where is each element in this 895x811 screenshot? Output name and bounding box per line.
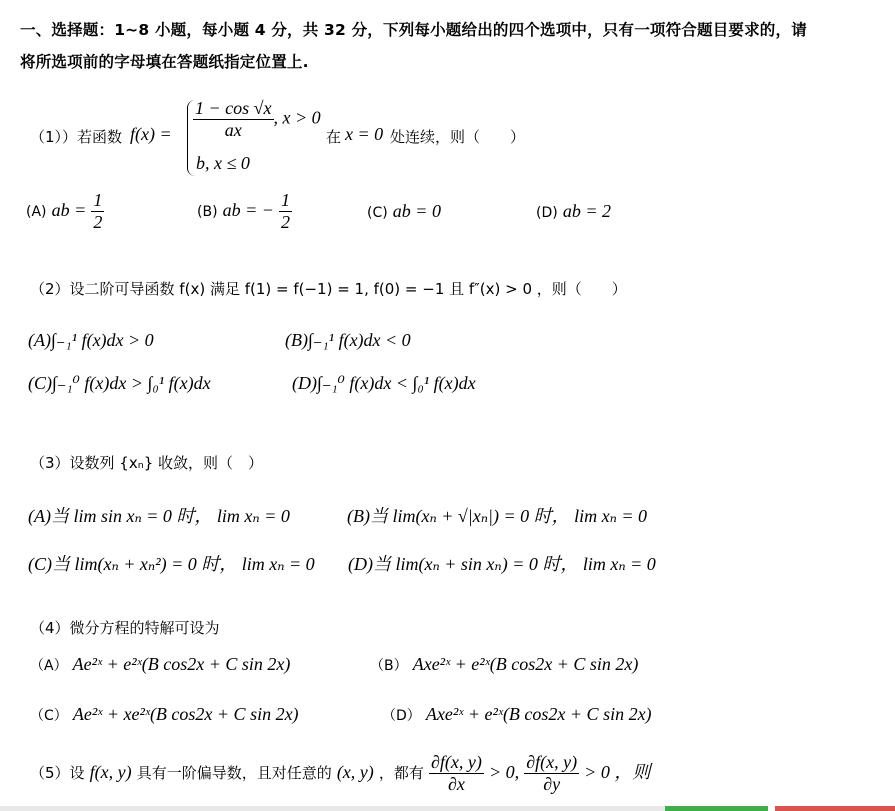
q5-function: f(x, y) [89,762,132,782]
bottom-divider [0,806,665,811]
q5-partial-x [429,752,484,795]
partial-denominator: ∂x [447,774,465,794]
option-expression: Ae²ˣ + e²ˣ(B cos2x + C sin 2x) [72,654,291,674]
option-label: (D) [536,205,558,221]
q3-option-c[interactable]: (C)当 lim(xₙ + xₙ²) = 0 时， lim xₙ = 0 [28,554,315,574]
q4-stem: （4）微分方程的特解可设为 [30,619,220,637]
q5-stem-mid: 具有一阶偏导数，且对任意的 [136,764,332,782]
option-label: (B) [197,204,218,220]
option-expression: ab = 0 [392,201,441,221]
q5-stem-mid2: ，都有 [378,764,424,782]
q1-option-c[interactable] [367,201,441,222]
option-expression: ab = [51,200,87,220]
q1-case1-numerator: 1 − cos √x [195,98,272,118]
option-label: （C） [30,708,68,724]
q3-option-b[interactable]: (B)当 lim(xₙ + √|xₙ|) = 0 时， lim xₙ = 0 [347,506,648,526]
option-numerator: 1 [93,190,103,210]
section-header-line1: 一、选择题：1~8 小题，每小题 4 分，共 32 分，下列每小题给出的四个选项中，只有一项符合题目要求的，请 [20,21,807,39]
q1-stem-post: 在 [326,128,342,146]
q1-option-b[interactable] [197,190,292,233]
q2-option-c[interactable]: (C)∫₋₁⁰ f(x)dx > ∫₀¹ f(x)dx [28,373,211,393]
q2-stem: （2）设二阶可导函数 f(x) 满足 f(1) = f(−1) = 1, f(0) = −1 且 f″(x) > 0 ，则（ ） [30,280,627,298]
q4-option-b[interactable] [370,654,638,675]
q1-case1 [193,98,321,141]
q2-option-b[interactable]: (B)∫₋₁¹ f(x)dx < 0 [285,330,411,350]
section-header-line2: 将所选项前的字母填在答题纸指定位置上. [20,53,309,71]
option-denominator: 2 [93,212,103,232]
q1-option-a[interactable] [26,190,104,233]
option-label: （B） [370,658,408,674]
q1-option-d[interactable] [536,201,611,222]
option-expression: ab = 2 [562,201,611,221]
q2-option-a[interactable]: (A)∫₋₁¹ f(x)dx > 0 [28,330,154,350]
partial-numerator: ∂f(x, y) [526,752,578,772]
option-expression: Axe²ˣ + e²ˣ(B cos2x + C sin 2x) [425,704,652,724]
q4-option-c[interactable] [30,704,299,725]
option-expression: Axe²ˣ + e²ˣ(B cos2x + C sin 2x) [412,654,639,674]
q5-ineq2: > 0 ，则 [584,762,651,782]
q4-option-a[interactable] [30,654,290,675]
option-numerator: 1 [281,190,291,210]
q1-point: x = 0 [345,124,384,144]
q5-ineq1: > 0, [488,762,520,782]
q5-point: (x, y) [336,762,374,782]
q1-stem-prefix: （1））若函数 [30,128,123,146]
question-5 [30,752,650,795]
option-label: （A） [30,658,68,674]
q1-function: f(x) = [130,124,172,144]
q2-option-d[interactable]: (D)∫₋₁⁰ f(x)dx < ∫₀¹ f(x)dx [292,373,476,393]
q3-option-d[interactable]: (D)当 lim(xₙ + sin xₙ) = 0 时， lim xₙ = 0 [348,554,656,574]
q5-partial-y [524,752,579,795]
option-denominator: 2 [281,212,291,232]
q1-case2: b, x ≤ 0 [196,153,250,173]
option-label: （D） [382,708,421,724]
option-label: (C) [367,205,388,221]
bottom-green-bar [665,806,768,811]
partial-denominator: ∂y [543,774,561,794]
q1-stem-end: 处连续，则（ ） [390,128,526,146]
option-label: (A) [26,204,47,220]
q3-stem: （3）设数列 {xₙ} 收敛，则（ ） [30,454,264,472]
partial-numerator: ∂f(x, y) [430,752,482,772]
q1-case1-condition: , x > 0 [273,107,321,128]
bottom-red-bar [775,806,895,811]
q5-stem-prefix: （5）设 [30,764,85,782]
q1-case1-denominator: ax [224,120,242,140]
option-expression: Ae²ˣ + xe²ˣ(B cos2x + C sin 2x) [72,704,299,724]
q4-option-d[interactable] [382,704,652,725]
option-expression: ab = − [222,200,274,220]
q3-option-a[interactable]: (A)当 lim sin xₙ = 0 时， lim xₙ = 0 [28,506,290,526]
